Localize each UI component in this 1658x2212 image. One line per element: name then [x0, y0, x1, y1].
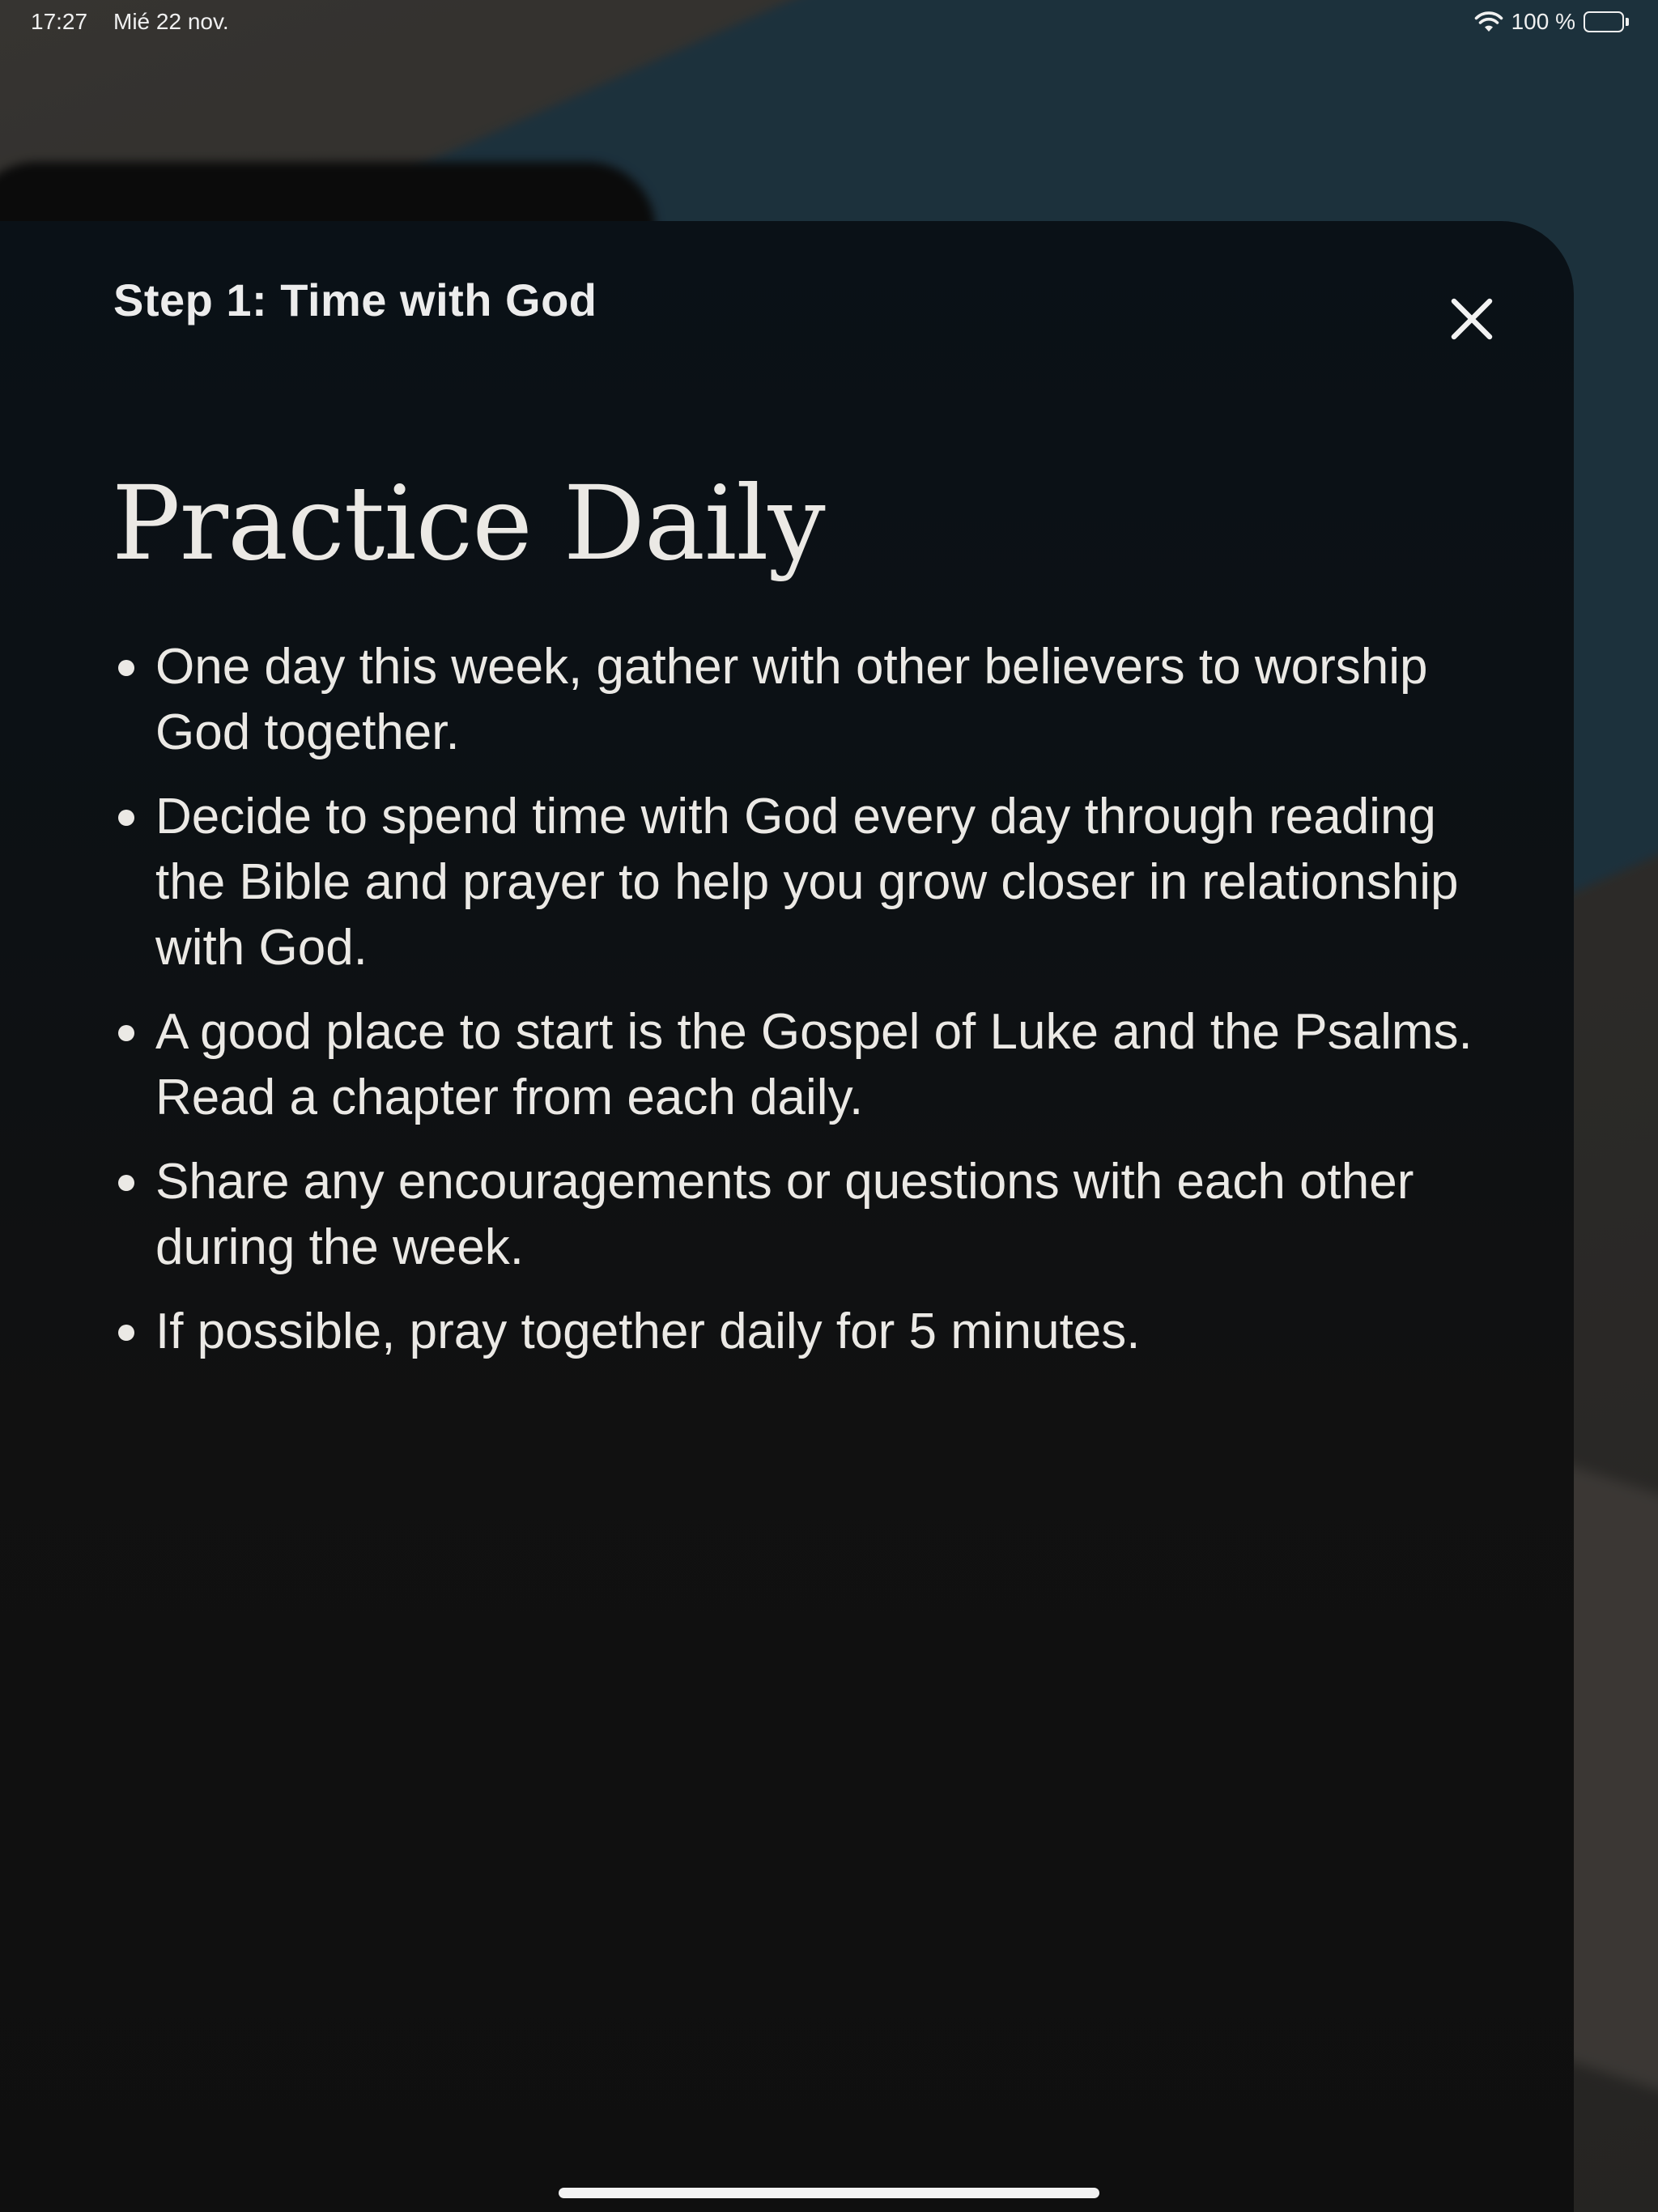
status-indicators	[1474, 9, 1629, 35]
wifi-icon	[1474, 11, 1503, 33]
bullet-dot	[118, 1025, 134, 1041]
bullet-text: Decide to spend time with God every day through reading the Bible and prayer to help you grow closer in relationship with God.	[155, 789, 1459, 976]
battery-percentage: 100 %	[1511, 9, 1575, 34]
bullet-text: If possible, pray together daily for 5 minutes.	[155, 1304, 1141, 1359]
modal-sheet	[0, 221, 1574, 2212]
bullet-dot	[118, 810, 134, 826]
sheet-header: Step 1: Time with God	[113, 274, 597, 325]
battery-icon	[1584, 11, 1629, 32]
close-icon	[1450, 297, 1494, 341]
bullet-item	[113, 1149, 1473, 1280]
bullet-item	[113, 999, 1473, 1130]
bullet-dot	[118, 1325, 134, 1341]
status-bar	[0, 0, 1658, 45]
bullet-text: A good place to start is the Gospel of Luke and the Psalms. Read a chapter from each daily.	[155, 1004, 1473, 1125]
close-button[interactable]	[1441, 288, 1503, 350]
home-indicator[interactable]	[559, 2188, 1099, 2198]
bullet-dot	[118, 1175, 134, 1191]
bullet-item	[113, 634, 1473, 765]
bullet-dot	[118, 660, 134, 676]
status-time: 17:27	[31, 9, 88, 34]
bullet-item	[113, 1299, 1473, 1364]
bullet-text: Share any encouragements or questions with each other during the week.	[155, 1154, 1414, 1275]
bullet-text: One day this week, gather with other believers to worship God together.	[155, 639, 1428, 760]
status-date: Mié 22 nov.	[113, 9, 229, 34]
bullet-item	[113, 784, 1473, 981]
bullet-list	[113, 634, 1473, 1383]
page-title: Practice Daily	[112, 464, 825, 583]
